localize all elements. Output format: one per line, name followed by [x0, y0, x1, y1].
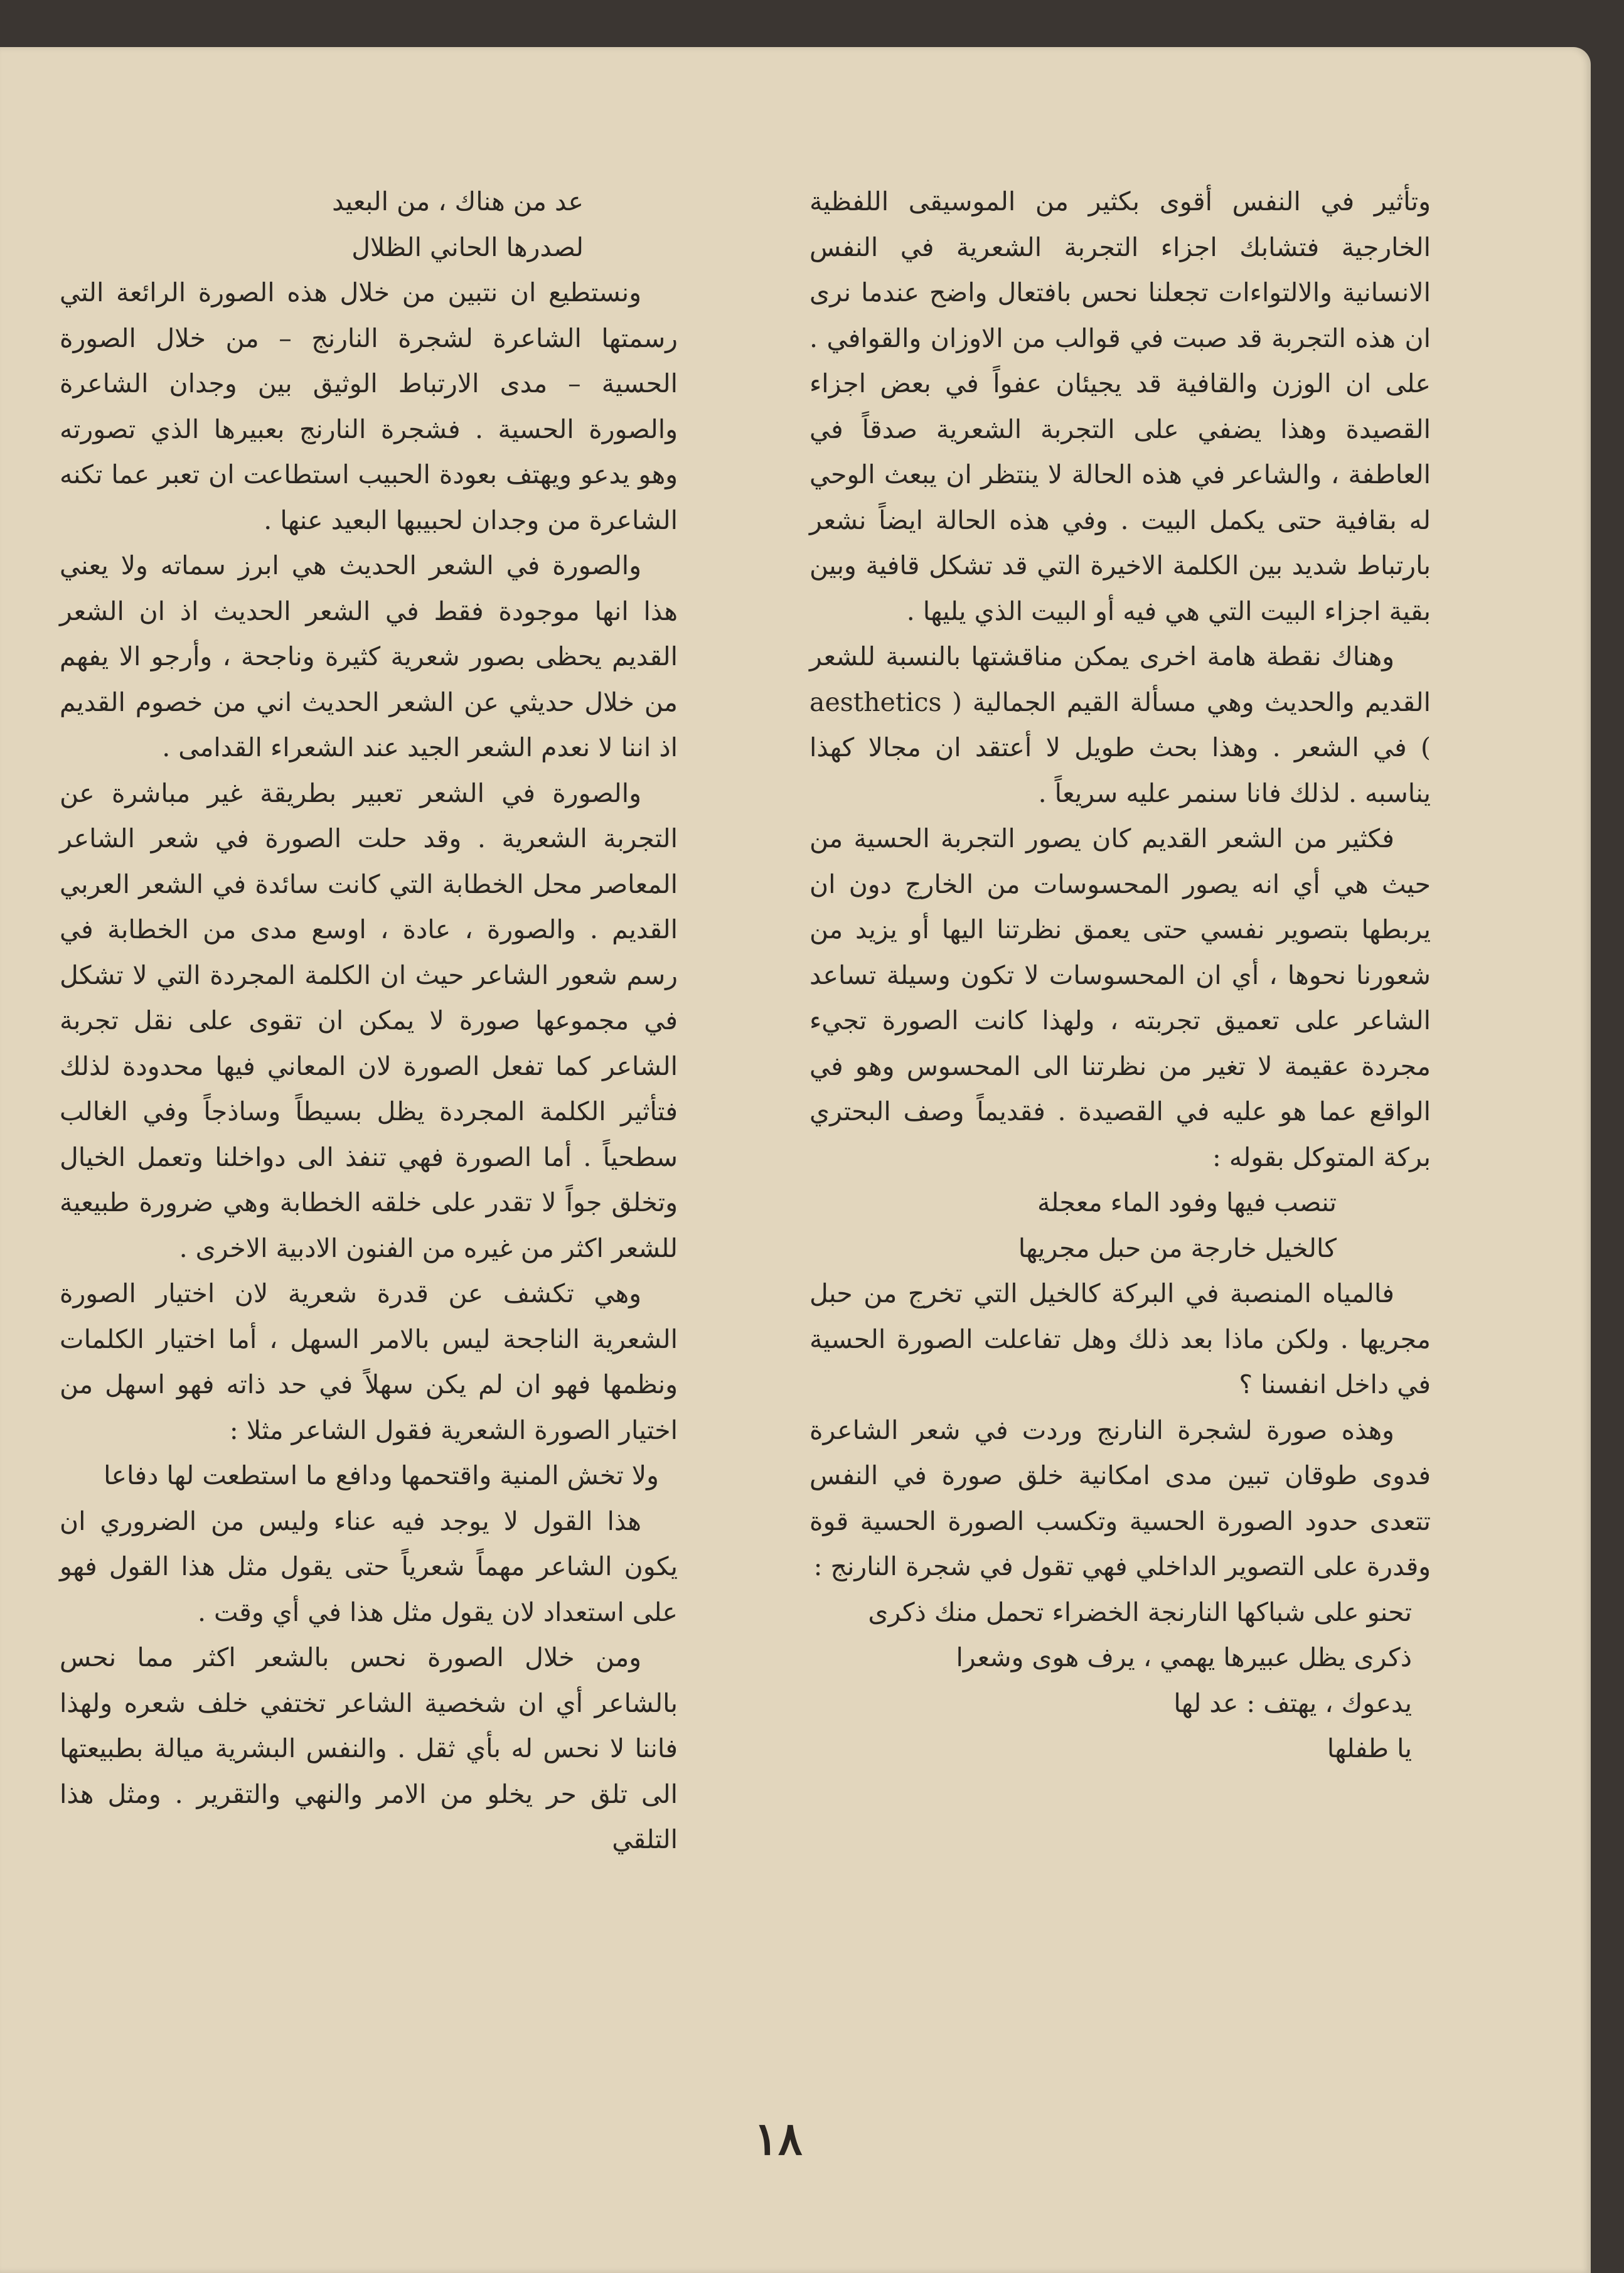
paragraph: والصورة في الشعر تعبير بطريقة غير مباشرة عن التجربة الشعرية . وقد حلت الصورة في شعر الشاعر المعاصر محل الخطابة التي كانت سائدة في الشعر العربي القديم . والصورة ، عادة ، اوسع مدى من الخطابة في رسم شعور الشاعر حيث ان الكلمة المجردة التي لا تشكل في مجموعها صورة لا يمكن ان تقوى على نقل تجربة الشاعر كما تفعل الصورة لان المعاني فيها محدودة لذلك فتأثير الكلمة المجردة يظل بسيطاً وساذجاً وفي الغالب سطحياً . أما الصورة فهي تنفذ الى دواخلنا وتعمل الخيال وتخلق جواً لا تقدر على خلقه الخطابة وهي ضرورة طبيعية للشعر اكثر من غيره من الفنون الادبية الاخرى . — [60, 778, 678, 1263]
verse-line: ولا تخش المنية واقتحمها ودافع ما استطعت لها دفاعا — [104, 1460, 659, 1490]
verse-line: كالخيل خارجة من حبل مجريها — [1018, 1233, 1337, 1263]
paragraph: هذا القول لا يوجد فيه عناء وليس من الضروري ان يكون الشاعر مهماً شعرياً حتى يقول مثل هذا القول فهو على استعداد لان يقول مثل هذا في أي وقت . — [60, 1506, 678, 1627]
paragraph: وهذه صورة لشجرة النارنج وردت في شعر الشاعرة فدوى طوقان تبين مدى امكانية خلق صورة في النفس تتعدى حدود الصورة الحسية وتكسب الصورة الحسية قوة وقدرة على التصوير الداخلي فهي تقول في شجرة النارنج : — [809, 1415, 1431, 1581]
paragraph: ونستطيع ان نتبين من خلال هذه الصورة الرائعة التي رسمتها الشاعرة لشجرة النارنج – من خلال الصورة الحسية – مدى الارتباط الوثيق بين وجدان الشاعرة والصورة الحسية . فشجرة النارنج بعبيرها الذي تصورته وهو يدعو ويهتف بعودة الحبيب استطاعت ان تعبر عما تكنه الشاعرة من وجدان لحبيبها البعيد عنها . — [60, 277, 678, 535]
page-number: ١٨ — [754, 2112, 803, 2165]
verse-line: يا طفلها — [1327, 1733, 1412, 1763]
paragraph: وهناك نقطة هامة اخرى يمكن مناقشتها بالنسبة للشعر القديم والحديث وهي مسألة القيم الجمالية ( aesthetics ) في الشعر . وهذا بحث طويل لا أعتقد ان مجالا كهذا يناسبه . لذلك فانا سنمر عليه سريعاً . — [809, 641, 1431, 808]
paragraph: والصورة في الشعر الحديث هي ابرز سماته ولا يعني هذا انها موجودة فقط في الشعر الحديث اذ ان الشعر القديم يحظى بصور شعرية كثيرة وناجحة ، وأرجو الا يفهم من خلال حديثي عن الشعر الحديث اني من خصوم القديم اذ اننا لا نعدم الشعر الجيد عند الشعراء القدامى . — [60, 550, 678, 762]
right-column — [809, 179, 1431, 1772]
verse-line: لصدرها الحاني الظلال — [351, 232, 584, 262]
paragraph: وهي تكشف عن قدرة شعرية لان اختيار الصورة الشعرية الناجحة ليس بالامر السهل ، أما اختيار الكلمات ونظمها فهو ان لم يكن سهلاً في حد ذاته فهو اسهل من اختيار الصورة الشعرية فقول الشاعر مثلا : — [60, 1278, 678, 1445]
verse-line: يدعوك ، يهتف : عد لها — [1173, 1687, 1412, 1718]
paragraph: وتأثير في النفس أقوى بكثير من الموسيقى اللفظية الخارجية فتشابك اجزاء التجربة الشعرية في النفس الانسانية والالتواءات تجعلنا نحس بافتعال واضح عندما نرى ان هذه التجربة قد صبت في قوالب من الاوزان والقوافي . على ان الوزن والقافية قد يجيئان عفواً في بعض اجزاء القصيدة وهذا يضفي على التجربة الشعرية صدقاً في العاطفة ، والشاعر في هذه الحالة لا ينتظر ان يبعث الوحي له بقافية حتى يكمل البيت . وفي هذه الحالة ايضاً نشعر بارتباط شديد بين الكلمة الاخيرة التي قد تشكل قافية وبين بقية اجزاء البيت التي هي فيه أو البيت الذي يليها . — [809, 186, 1431, 626]
paragraph: فالمياه المنصبة في البركة كالخيل التي تخرج من حبل مجريها . ولكن ماذا بعد ذلك وهل تفاعلت الصورة الحسية في داخل انفسنا ؟ — [809, 1278, 1431, 1399]
verse-line: ذكرى يظل عبيرها يهمي ، يرف هوى وشعرا — [956, 1642, 1412, 1672]
scanned-page — [0, 47, 1591, 2273]
verse-line: تحنو على شباكها النارنجة الخضراء تحمل منك ذكرى — [868, 1596, 1412, 1627]
verse-line: تنصب فيها وفود الماء معجلة — [1037, 1187, 1337, 1217]
left-column — [60, 179, 678, 1863]
paragraph: فكثير من الشعر القديم كان يصور التجربة الحسية من حيث هي أي انه يصور المحسوسات من الخارج دون ان يربطها بتصوير نفسي حتى يعمق نظرتنا اليها أو يزيد من شعورنا نحوها ، أي ان المحسوسات لا تكون وسيلة تساعد الشاعر على تعميق تجربته ، ولهذا كانت الصورة تجيء مجردة عقيمة لا تغير من نظرتنا الى المحسوس وهو في الواقع عما هو عليه في القصيدة . فقديماً وصف البحتري بركة المتوكل بقوله : — [809, 823, 1431, 1172]
paragraph: ومن خلال الصورة نحس بالشعر اكثر مما نحس بالشاعر أي ان شخصية الشاعر تختفي خلف شعره ولهذا فاننا لا نحس له بأي ثقل . والنفس البشرية ميالة بطبيعتها الى تلق حر يخلو من الامر والنهي والتقرير . ومثل هذا التلقي — [60, 1642, 678, 1854]
verse-line: عد من هناك ، من البعيد — [332, 186, 584, 217]
